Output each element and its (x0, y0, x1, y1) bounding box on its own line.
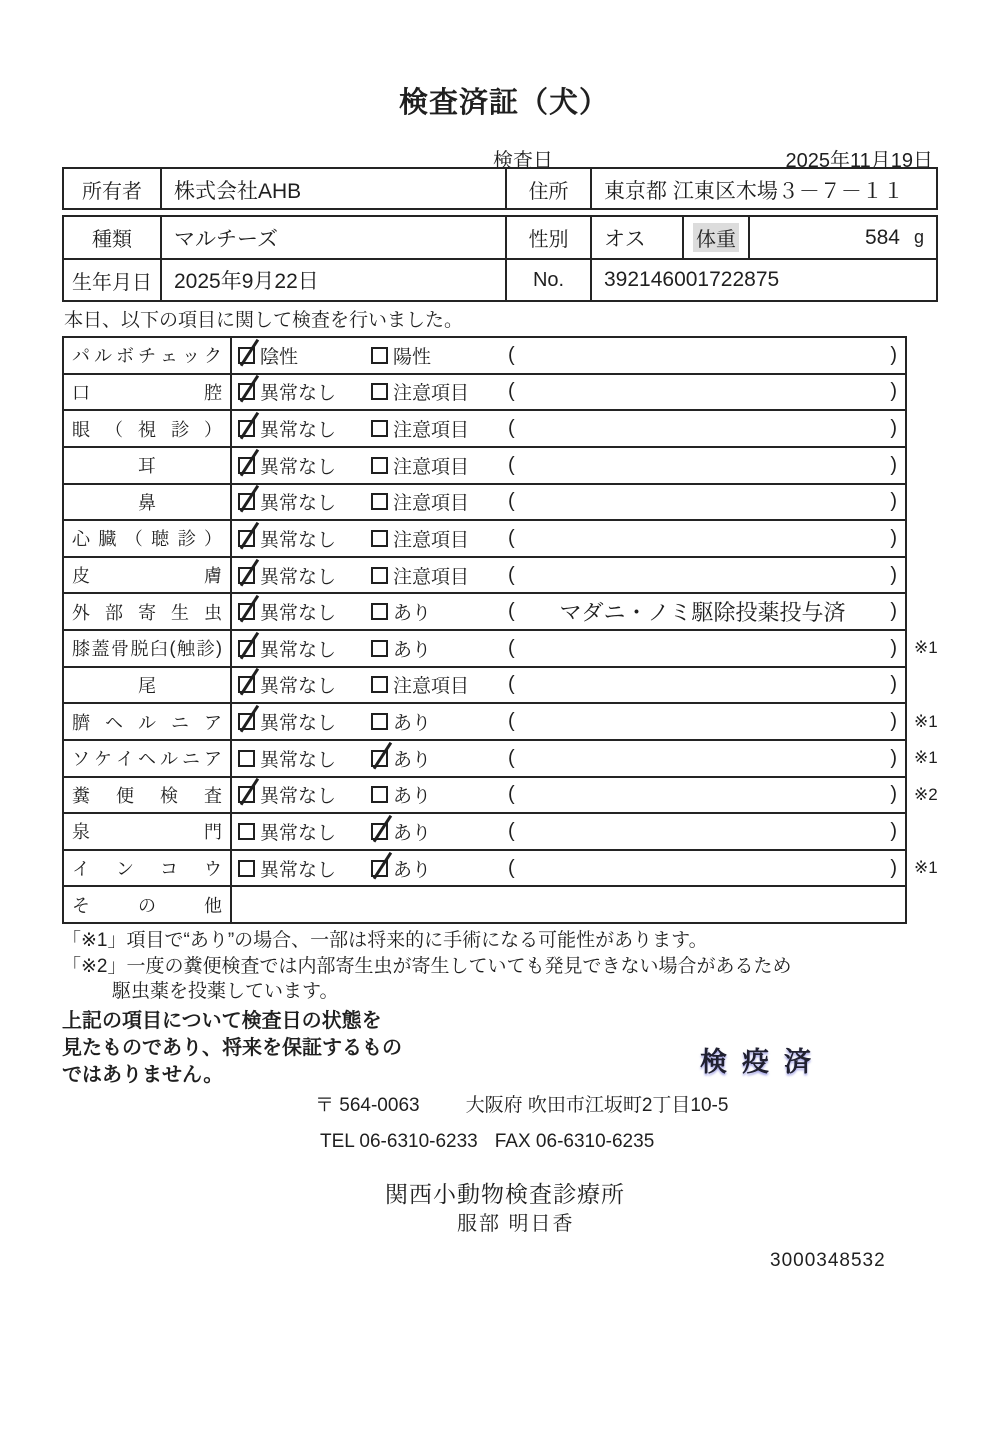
checkbox-unchecked-icon (371, 457, 388, 474)
checkbox-unchecked-icon (371, 640, 388, 657)
option-label: 異常なし (260, 456, 337, 478)
option-label: 異常なし (260, 713, 337, 735)
check-row (64, 446, 905, 483)
option-1 (238, 415, 371, 442)
page-title: 検査済証（犬） (398, 87, 609, 119)
option-2 (371, 635, 508, 662)
footnote-marker: ※1 (914, 711, 938, 731)
check-row (64, 702, 938, 739)
checkbox-unchecked-icon (371, 493, 388, 510)
paren-open: ( (508, 856, 515, 879)
option-2 (371, 745, 508, 772)
weight-number: 584 (864, 225, 900, 249)
option-label: 注意項目 (393, 566, 470, 588)
option-2 (371, 415, 508, 442)
option-2 (371, 525, 508, 552)
remark-parens (508, 783, 905, 806)
birth-value: 2025年9月22日 (160, 260, 505, 300)
paren-open: ( (508, 819, 515, 842)
check-item-label: ソ ケ イ ヘ ル ニ ア (64, 741, 232, 776)
check-item-label: 心 臓 （ 聴 診 ） (64, 521, 232, 556)
check-row (64, 592, 905, 629)
clinic-tel: TEL 06-6310-6233 (320, 1131, 478, 1152)
check-row (64, 519, 905, 556)
option-1 (238, 635, 371, 662)
check-row (64, 776, 938, 813)
breed-label: 種類 (92, 229, 132, 251)
checkbox-checked-icon (238, 383, 255, 400)
option-2 (371, 488, 508, 515)
check-item-label: 眼 （ 視 診 ） (64, 411, 232, 446)
footnote-1: 「※1」項目で“あり”の場合、一部は将来的に手術になる可能性があります。 (62, 930, 708, 951)
paren-close: ) (890, 856, 897, 879)
owner-value: 株式会社AHB (160, 169, 505, 210)
option-1 (238, 671, 371, 698)
remark-parens (508, 596, 905, 627)
check-row-content (232, 411, 905, 446)
option-2 (371, 342, 508, 369)
check-item-label: 泉 門 (64, 814, 232, 849)
check-row (64, 629, 938, 666)
option-label: 異常なし (260, 383, 337, 405)
check-item-label: 尾 (64, 668, 232, 703)
clinic-address-line (315, 1090, 728, 1117)
check-row-content (232, 521, 905, 556)
paren-close: ) (890, 819, 897, 842)
option-label: あり (393, 859, 432, 881)
option-label: 異常なし (260, 786, 337, 808)
check-row-content (232, 668, 905, 703)
checkbox-unchecked-icon (371, 676, 388, 693)
option-1 (238, 488, 371, 515)
option-1 (238, 562, 371, 589)
paren-open: ( (508, 343, 515, 366)
remark-parens (508, 454, 905, 477)
checkbox-unchecked-icon (371, 383, 388, 400)
check-item-label: 皮 膚 (64, 558, 232, 593)
check-row (64, 483, 905, 520)
remark-parens (508, 564, 905, 587)
checkbox-unchecked-icon (371, 786, 388, 803)
checkbox-checked-icon (238, 713, 255, 730)
birth-label: 生年月日 (72, 271, 152, 294)
check-row (64, 885, 905, 922)
clinic-fax: FAX 06-6310-6235 (494, 1131, 655, 1152)
check-item-label: 臍 ヘ ル ニ ア (64, 704, 232, 739)
veterinarian-name: 服部 明日香 (457, 1213, 575, 1235)
option-label: 注意項目 (393, 493, 470, 515)
option-label: 異常なし (260, 859, 337, 881)
disclaimer-line-3: ではありません。 (62, 1064, 224, 1086)
option-label: 注意項目 (393, 676, 470, 698)
checkbox-unchecked-icon (371, 420, 388, 437)
paren-close: ) (890, 563, 897, 586)
check-row-content (232, 558, 905, 593)
option-1 (238, 378, 371, 405)
paren-open: ( (508, 490, 515, 513)
check-row-content (232, 594, 905, 629)
check-item-label: パ ル ボ チ ェ ッ ク (64, 338, 232, 373)
option-label: 異常なし (260, 639, 337, 661)
footnote-3: 駆虫薬を投薬しています。 (112, 981, 339, 1002)
option-1 (238, 342, 371, 369)
option-label: あり (393, 603, 432, 625)
option-label: 陰性 (260, 346, 299, 368)
check-item-label: イ ン コ ウ (64, 851, 232, 886)
pet-info-table (62, 215, 938, 302)
paren-open: ( (508, 453, 515, 476)
paren-open: ( (508, 380, 515, 403)
option-label: 注意項目 (393, 529, 470, 551)
option-label: 異常なし (260, 493, 337, 515)
paren-open: ( (508, 417, 515, 440)
weight-unit: g (913, 227, 924, 247)
paren-open: ( (508, 526, 515, 549)
footnote-2: 「※2」一度の糞便検査では内部寄生虫が寄生していても発見できない場合があるため (62, 955, 792, 977)
option-1 (238, 598, 371, 625)
address-value: 東京都 江東区木場３－７－１１ (590, 169, 936, 210)
check-row-content (232, 704, 905, 739)
check-row (64, 338, 905, 373)
option-label: 異常なし (260, 676, 337, 698)
paren-open: ( (508, 783, 515, 806)
intro-text: 本日、以下の項目に関して検査を行いました。 (64, 310, 464, 331)
remark-parens (508, 747, 905, 770)
footnote-marker: ※1 (914, 638, 938, 658)
paren-open: ( (508, 563, 515, 586)
option-1 (238, 525, 371, 552)
inspection-date-label: 検査日 (493, 150, 553, 172)
check-row (64, 812, 905, 849)
check-row-content (232, 375, 905, 410)
checkbox-checked-icon (238, 420, 255, 437)
paren-open: ( (508, 710, 515, 733)
checkbox-checked-icon (238, 640, 255, 657)
checkbox-checked-icon (238, 457, 255, 474)
disclaimer-text (62, 1008, 402, 1089)
paren-close: ) (890, 380, 897, 403)
check-item-label: 耳 (64, 448, 232, 483)
option-2 (371, 671, 508, 698)
check-row-content (232, 631, 905, 666)
checkbox-unchecked-icon (371, 530, 388, 547)
option-label: 注意項目 (393, 456, 470, 478)
check-row-content (232, 338, 905, 373)
paren-close: ) (890, 673, 897, 696)
option-1 (238, 708, 371, 735)
remark-parens (508, 380, 905, 403)
paren-close: ) (890, 417, 897, 440)
option-label: 異常なし (260, 420, 337, 442)
disclaimer-line-1: 上記の項目について検査日の状態を (62, 1010, 382, 1032)
check-item-label: 糞 便 検 査 (64, 778, 232, 813)
remark-parens (508, 637, 905, 660)
option-1 (238, 745, 371, 772)
clinic-phone-line (320, 1131, 654, 1153)
no-label: No. (505, 260, 590, 300)
paren-open: ( (508, 600, 515, 623)
option-1 (238, 452, 371, 479)
paren-open: ( (508, 636, 515, 659)
check-row-content (232, 778, 905, 813)
paren-close: ) (890, 490, 897, 513)
checkbox-unchecked-icon (371, 713, 388, 730)
clinic-address: 大阪府 吹田市江坂町2丁目10-5 (465, 1095, 729, 1116)
weight-value (748, 217, 936, 258)
option-label: 異常なし (260, 749, 337, 771)
check-row (64, 739, 938, 776)
remark-parens (508, 857, 905, 880)
clinic-postal-code: 〒 564-0063 (315, 1095, 420, 1116)
option-label: 異常なし (260, 603, 337, 625)
check-item-label: 口 腔 (64, 375, 232, 410)
paren-open: ( (508, 673, 515, 696)
option-label: あり (393, 639, 432, 661)
checkbox-unchecked-icon (238, 750, 255, 767)
check-row-content (232, 485, 905, 520)
paren-close: ) (890, 783, 897, 806)
remark-text: マダニ・ノミ駆除投薬投与済 (559, 600, 846, 626)
option-2 (371, 818, 508, 845)
option-2 (371, 378, 508, 405)
remark-parens (508, 344, 905, 367)
checkbox-checked-icon (238, 493, 255, 510)
check-row-content (232, 851, 905, 886)
owner-label: 所有者 (82, 181, 142, 203)
option-1 (238, 781, 371, 808)
check-item-label: そ の 他 (64, 887, 232, 922)
sex-label: 性別 (505, 217, 590, 258)
disclaimer-line-2: 見たものであり、将来を保証するもの (62, 1037, 402, 1059)
option-2 (371, 855, 508, 882)
option-label: あり (393, 749, 432, 771)
sex-value: オス (590, 217, 682, 258)
checkbox-checked-icon (238, 567, 255, 584)
paren-close: ) (890, 600, 897, 623)
option-label: 異常なし (260, 529, 337, 551)
footnote-marker: ※1 (914, 748, 938, 768)
checkbox-checked-icon (238, 347, 255, 364)
option-2 (371, 598, 508, 625)
option-label: 注意項目 (393, 420, 470, 442)
checkbox-unchecked-icon (238, 823, 255, 840)
option-1 (238, 855, 371, 882)
check-row-content (232, 741, 905, 776)
checkbox-checked-icon (371, 860, 388, 877)
checkbox-unchecked-icon (238, 860, 255, 877)
check-item-label: 鼻 (64, 485, 232, 520)
option-1 (238, 818, 371, 845)
checkbox-checked-icon (238, 603, 255, 620)
checkbox-unchecked-icon (371, 347, 388, 364)
remark-parens (508, 417, 905, 440)
checkbox-checked-icon (371, 750, 388, 767)
checkbox-checked-icon (238, 676, 255, 693)
check-row (64, 556, 905, 593)
check-item-label: 膝 蓋 骨 脱 臼 ( 触 診 ) (64, 631, 232, 666)
clinic-name: 関西小動物検査診療所 (385, 1181, 625, 1207)
footnote-marker: ※2 (914, 784, 938, 804)
option-label: あり (393, 822, 432, 844)
check-row (64, 666, 905, 703)
remark-parens (508, 527, 905, 550)
address-label: 住所 (505, 169, 590, 210)
option-label: あり (393, 786, 432, 808)
owner-table (62, 167, 938, 210)
paren-close: ) (890, 343, 897, 366)
check-row (64, 373, 905, 410)
checkbox-unchecked-icon (371, 567, 388, 584)
inspection-date-value: 2025年11月19日 (785, 150, 933, 172)
option-label: あり (393, 713, 432, 735)
breed-value: マルチーズ (160, 217, 505, 258)
option-2 (371, 562, 508, 589)
check-row (64, 849, 938, 886)
paren-close: ) (890, 453, 897, 476)
option-2 (371, 708, 508, 735)
remark-parens (508, 673, 905, 696)
paren-close: ) (890, 636, 897, 659)
no-value: 392146001722875 (590, 260, 936, 300)
check-row-content (232, 448, 905, 483)
check-table (62, 336, 938, 924)
checkbox-checked-icon (371, 823, 388, 840)
remark-parens (508, 710, 905, 733)
check-row-content (232, 814, 905, 849)
option-2 (371, 452, 508, 479)
check-row (64, 409, 905, 446)
option-2 (371, 781, 508, 808)
remark-parens (508, 490, 905, 513)
serial-number: 3000348532 (770, 1250, 886, 1271)
option-label: 陽性 (393, 346, 432, 368)
quarantine-stamp: 検疫済 (700, 1047, 826, 1077)
paren-close: ) (890, 746, 897, 769)
option-label: 異常なし (260, 566, 337, 588)
footnotes (62, 928, 792, 1005)
remark-parens (508, 820, 905, 843)
paren-close: ) (890, 710, 897, 733)
weight-label: 体重 (682, 217, 748, 258)
checkbox-checked-icon (238, 786, 255, 803)
paren-open: ( (508, 746, 515, 769)
footnote-marker: ※1 (914, 858, 938, 878)
checkbox-unchecked-icon (371, 603, 388, 620)
check-row-content (232, 887, 905, 922)
check-item-label: 外 部 寄 生 虫 (64, 594, 232, 629)
paren-close: ) (890, 526, 897, 549)
checkbox-checked-icon (238, 530, 255, 547)
option-label: 注意項目 (393, 383, 470, 405)
option-label: 異常なし (260, 822, 337, 844)
